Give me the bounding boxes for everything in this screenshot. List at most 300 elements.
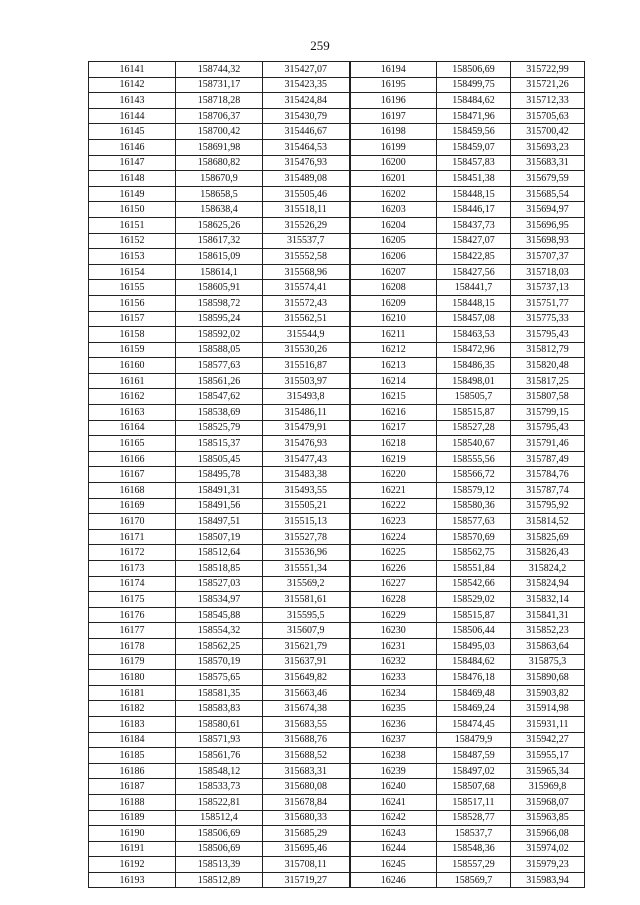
- x-coordinate-left: 158598,72: [176, 295, 263, 311]
- point-number-right: 16229: [350, 607, 437, 623]
- table-row: [89, 872, 585, 888]
- point-number-right: 16241: [350, 794, 437, 810]
- y-coordinate-right: 315966,08: [511, 826, 585, 842]
- x-coordinate-right: 158566,72: [437, 467, 511, 483]
- y-coordinate-left: 315568,96: [263, 264, 350, 280]
- point-number-left: 16148: [89, 171, 176, 187]
- x-coordinate-right: 158484,62: [437, 93, 511, 109]
- table-row: [89, 716, 585, 732]
- point-number-right: 16235: [350, 701, 437, 717]
- y-coordinate-right: 315969,8: [511, 779, 585, 795]
- y-coordinate-left: 315683,55: [263, 716, 350, 732]
- table-row: [89, 576, 585, 592]
- y-coordinate-left: 315708,11: [263, 857, 350, 873]
- table-row: [89, 389, 585, 405]
- y-coordinate-left: 315530,26: [263, 342, 350, 358]
- y-coordinate-right: 315718,03: [511, 264, 585, 280]
- point-number-right: 16222: [350, 498, 437, 514]
- y-coordinate-right: 315787,74: [511, 483, 585, 499]
- point-number-right: 16208: [350, 280, 437, 296]
- x-coordinate-right: 158537,7: [437, 826, 511, 842]
- y-coordinate-right: 315679,59: [511, 171, 585, 187]
- y-coordinate-left: 315477,43: [263, 451, 350, 467]
- y-coordinate-left: 315649,82: [263, 670, 350, 686]
- x-coordinate-right: 158507,68: [437, 779, 511, 795]
- table-row: [89, 249, 585, 265]
- table-row: [89, 810, 585, 826]
- y-coordinate-right: 315824,94: [511, 576, 585, 592]
- y-coordinate-right: 315914,98: [511, 701, 585, 717]
- point-number-left: 16180: [89, 670, 176, 686]
- y-coordinate-right: 315820,48: [511, 358, 585, 374]
- point-number-right: 16214: [350, 373, 437, 389]
- x-coordinate-left: 158638,4: [176, 202, 263, 218]
- y-coordinate-right: 315955,17: [511, 748, 585, 764]
- coordinates-table: [88, 61, 585, 888]
- x-coordinate-right: 158570,69: [437, 529, 511, 545]
- table-row: [89, 498, 585, 514]
- x-coordinate-right: 158463,53: [437, 327, 511, 343]
- x-coordinate-right: 158528,77: [437, 810, 511, 826]
- point-number-left: 16185: [89, 748, 176, 764]
- x-coordinate-right: 158487,59: [437, 748, 511, 764]
- point-number-left: 16141: [89, 62, 176, 78]
- table-row: [89, 654, 585, 670]
- y-coordinate-left: 315518,11: [263, 202, 350, 218]
- y-coordinate-right: 315707,37: [511, 249, 585, 265]
- table-row: [89, 108, 585, 124]
- point-number-left: 16176: [89, 607, 176, 623]
- table-row: [89, 483, 585, 499]
- table-row: [89, 171, 585, 187]
- point-number-right: 16202: [350, 186, 437, 202]
- y-coordinate-left: 315493,8: [263, 389, 350, 405]
- table-row: [89, 732, 585, 748]
- y-coordinate-right: 315979,23: [511, 857, 585, 873]
- point-number-right: 16209: [350, 295, 437, 311]
- x-coordinate-right: 158474,45: [437, 716, 511, 732]
- point-number-right: 16228: [350, 592, 437, 608]
- point-number-right: 16234: [350, 685, 437, 701]
- table-row: [89, 514, 585, 530]
- point-number-left: 16178: [89, 638, 176, 654]
- y-coordinate-left: 315516,87: [263, 358, 350, 374]
- x-coordinate-right: 158506,44: [437, 623, 511, 639]
- x-coordinate-right: 158548,36: [437, 841, 511, 857]
- point-number-right: 16212: [350, 342, 437, 358]
- point-number-left: 16170: [89, 514, 176, 530]
- point-number-left: 16161: [89, 373, 176, 389]
- table-row: [89, 529, 585, 545]
- x-coordinate-right: 158457,08: [437, 311, 511, 327]
- x-coordinate-left: 158718,28: [176, 93, 263, 109]
- point-number-right: 16206: [350, 249, 437, 265]
- point-number-right: 16205: [350, 233, 437, 249]
- y-coordinate-left: 315427,07: [263, 62, 350, 78]
- x-coordinate-left: 158497,51: [176, 514, 263, 530]
- point-number-left: 16182: [89, 701, 176, 717]
- x-coordinate-right: 158427,07: [437, 233, 511, 249]
- point-number-left: 16143: [89, 93, 176, 109]
- x-coordinate-right: 158529,02: [437, 592, 511, 608]
- x-coordinate-right: 158486,35: [437, 358, 511, 374]
- y-coordinate-left: 315476,93: [263, 155, 350, 171]
- x-coordinate-left: 158605,91: [176, 280, 263, 296]
- point-number-right: 16197: [350, 108, 437, 124]
- y-coordinate-right: 315814,52: [511, 514, 585, 530]
- point-number-right: 16207: [350, 264, 437, 280]
- y-coordinate-right: 315824,2: [511, 561, 585, 577]
- y-coordinate-right: 315698,93: [511, 233, 585, 249]
- table-row: [89, 779, 585, 795]
- y-coordinate-left: 315423,35: [263, 77, 350, 93]
- page-number: 259: [310, 38, 330, 53]
- x-coordinate-right: 158498,01: [437, 373, 511, 389]
- point-number-left: 16171: [89, 529, 176, 545]
- x-coordinate-left: 158547,62: [176, 389, 263, 405]
- x-coordinate-right: 158515,87: [437, 607, 511, 623]
- point-number-right: 16224: [350, 529, 437, 545]
- y-coordinate-right: 315795,43: [511, 420, 585, 436]
- y-coordinate-right: 315683,31: [511, 155, 585, 171]
- x-coordinate-left: 158561,26: [176, 373, 263, 389]
- y-coordinate-right: 315832,14: [511, 592, 585, 608]
- y-coordinate-right: 315787,49: [511, 451, 585, 467]
- x-coordinate-right: 158476,18: [437, 670, 511, 686]
- x-coordinate-right: 158469,48: [437, 685, 511, 701]
- point-number-left: 16156: [89, 295, 176, 311]
- point-number-right: 16227: [350, 576, 437, 592]
- x-coordinate-right: 158457,83: [437, 155, 511, 171]
- y-coordinate-right: 315737,13: [511, 280, 585, 296]
- y-coordinate-right: 315965,34: [511, 763, 585, 779]
- point-number-left: 16187: [89, 779, 176, 795]
- y-coordinate-right: 315931,11: [511, 716, 585, 732]
- point-number-right: 16238: [350, 748, 437, 764]
- y-coordinate-left: 315552,58: [263, 249, 350, 265]
- y-coordinate-right: 315775,33: [511, 311, 585, 327]
- x-coordinate-left: 158534,97: [176, 592, 263, 608]
- table-row: [89, 841, 585, 857]
- y-coordinate-right: 315795,92: [511, 498, 585, 514]
- x-coordinate-right: 158506,69: [437, 62, 511, 78]
- y-coordinate-left: 315493,55: [263, 483, 350, 499]
- x-coordinate-right: 158499,75: [437, 77, 511, 93]
- x-coordinate-right: 158471,96: [437, 108, 511, 124]
- x-coordinate-right: 158579,12: [437, 483, 511, 499]
- point-number-right: 16246: [350, 872, 437, 888]
- x-coordinate-left: 158506,69: [176, 826, 263, 842]
- table-row: [89, 794, 585, 810]
- x-coordinate-left: 158518,85: [176, 561, 263, 577]
- y-coordinate-right: 315942,27: [511, 732, 585, 748]
- point-number-left: 16142: [89, 77, 176, 93]
- y-coordinate-right: 315795,43: [511, 327, 585, 343]
- point-number-left: 16172: [89, 545, 176, 561]
- x-coordinate-left: 158691,98: [176, 139, 263, 155]
- x-coordinate-left: 158588,05: [176, 342, 263, 358]
- point-number-right: 16199: [350, 139, 437, 155]
- table-row: [89, 592, 585, 608]
- point-number-right: 16223: [350, 514, 437, 530]
- table-row: [89, 545, 585, 561]
- table-row: [89, 358, 585, 374]
- y-coordinate-left: 315489,08: [263, 171, 350, 187]
- point-number-right: 16237: [350, 732, 437, 748]
- point-number-left: 16166: [89, 451, 176, 467]
- x-coordinate-left: 158522,81: [176, 794, 263, 810]
- x-coordinate-right: 158448,15: [437, 186, 511, 202]
- x-coordinate-right: 158469,24: [437, 701, 511, 717]
- y-coordinate-right: 315751,77: [511, 295, 585, 311]
- x-coordinate-left: 158491,31: [176, 483, 263, 499]
- point-number-right: 16244: [350, 841, 437, 857]
- y-coordinate-left: 315680,08: [263, 779, 350, 795]
- point-number-left: 16191: [89, 841, 176, 857]
- y-coordinate-right: 315799,15: [511, 405, 585, 421]
- x-coordinate-left: 158538,69: [176, 405, 263, 421]
- y-coordinate-right: 315685,54: [511, 186, 585, 202]
- point-number-right: 16239: [350, 763, 437, 779]
- table-row: [89, 311, 585, 327]
- x-coordinate-left: 158512,64: [176, 545, 263, 561]
- y-coordinate-left: 315464,53: [263, 139, 350, 155]
- y-coordinate-left: 315680,33: [263, 810, 350, 826]
- table-row: [89, 342, 585, 358]
- x-coordinate-left: 158658,5: [176, 186, 263, 202]
- y-coordinate-left: 315688,76: [263, 732, 350, 748]
- point-number-left: 16181: [89, 685, 176, 701]
- y-coordinate-left: 315424,84: [263, 93, 350, 109]
- y-coordinate-left: 315446,67: [263, 124, 350, 140]
- point-number-right: 16217: [350, 420, 437, 436]
- y-coordinate-left: 315515,13: [263, 514, 350, 530]
- table-row: [89, 77, 585, 93]
- point-number-left: 16192: [89, 857, 176, 873]
- point-number-right: 16242: [350, 810, 437, 826]
- point-number-left: 16164: [89, 420, 176, 436]
- y-coordinate-right: 315875,3: [511, 654, 585, 670]
- point-number-right: 16200: [350, 155, 437, 171]
- y-coordinate-left: 315503,97: [263, 373, 350, 389]
- table-row: [89, 186, 585, 202]
- x-coordinate-left: 158525,79: [176, 420, 263, 436]
- y-coordinate-right: 315983,94: [511, 872, 585, 888]
- point-number-left: 16151: [89, 217, 176, 233]
- y-coordinate-right: 315700,42: [511, 124, 585, 140]
- point-number-right: 16243: [350, 826, 437, 842]
- y-coordinate-left: 315674,38: [263, 701, 350, 717]
- point-number-left: 16177: [89, 623, 176, 639]
- point-number-left: 16179: [89, 654, 176, 670]
- x-coordinate-right: 158527,28: [437, 420, 511, 436]
- point-number-left: 16165: [89, 436, 176, 452]
- x-coordinate-left: 158506,69: [176, 841, 263, 857]
- x-coordinate-left: 158577,63: [176, 358, 263, 374]
- y-coordinate-left: 315637,91: [263, 654, 350, 670]
- point-number-right: 16211: [350, 327, 437, 343]
- table-row: [89, 155, 585, 171]
- y-coordinate-left: 315581,61: [263, 592, 350, 608]
- y-coordinate-left: 315663,46: [263, 685, 350, 701]
- point-number-left: 16183: [89, 716, 176, 732]
- point-number-left: 16158: [89, 327, 176, 343]
- point-number-left: 16167: [89, 467, 176, 483]
- y-coordinate-left: 315505,21: [263, 498, 350, 514]
- x-coordinate-right: 158557,29: [437, 857, 511, 873]
- point-number-left: 16146: [89, 139, 176, 155]
- x-coordinate-right: 158580,36: [437, 498, 511, 514]
- point-number-right: 16236: [350, 716, 437, 732]
- y-coordinate-right: 315903,82: [511, 685, 585, 701]
- y-coordinate-right: 315825,69: [511, 529, 585, 545]
- y-coordinate-left: 315688,52: [263, 748, 350, 764]
- point-number-left: 16153: [89, 249, 176, 265]
- point-number-right: 16240: [350, 779, 437, 795]
- y-coordinate-right: 315705,63: [511, 108, 585, 124]
- point-number-left: 16149: [89, 186, 176, 202]
- x-coordinate-left: 158507,19: [176, 529, 263, 545]
- point-number-right: 16201: [350, 171, 437, 187]
- coordinates-table-body: [89, 62, 585, 888]
- y-coordinate-left: 315621,79: [263, 638, 350, 654]
- x-coordinate-left: 158731,17: [176, 77, 263, 93]
- table-row: [89, 467, 585, 483]
- table-row: [89, 124, 585, 140]
- x-coordinate-right: 158441,7: [437, 280, 511, 296]
- x-coordinate-right: 158577,63: [437, 514, 511, 530]
- table-row: [89, 405, 585, 421]
- y-coordinate-right: 315841,31: [511, 607, 585, 623]
- y-coordinate-left: 315430,79: [263, 108, 350, 124]
- table-row: [89, 826, 585, 842]
- table-row: [89, 327, 585, 343]
- point-number-left: 16145: [89, 124, 176, 140]
- table-row: [89, 264, 585, 280]
- x-coordinate-right: 158448,15: [437, 295, 511, 311]
- y-coordinate-right: 315812,79: [511, 342, 585, 358]
- x-coordinate-left: 158562,25: [176, 638, 263, 654]
- table-row: [89, 373, 585, 389]
- y-coordinate-right: 315694,97: [511, 202, 585, 218]
- table-row: [89, 561, 585, 577]
- y-coordinate-right: 315963,85: [511, 810, 585, 826]
- point-number-right: 16195: [350, 77, 437, 93]
- point-number-left: 16159: [89, 342, 176, 358]
- point-number-left: 16169: [89, 498, 176, 514]
- x-coordinate-left: 158561,76: [176, 748, 263, 764]
- x-coordinate-left: 158706,37: [176, 108, 263, 124]
- x-coordinate-left: 158670,9: [176, 171, 263, 187]
- x-coordinate-right: 158451,38: [437, 171, 511, 187]
- y-coordinate-right: 315696,95: [511, 217, 585, 233]
- table-row: [89, 139, 585, 155]
- x-coordinate-right: 158551,84: [437, 561, 511, 577]
- x-coordinate-left: 158700,42: [176, 124, 263, 140]
- point-number-right: 16232: [350, 654, 437, 670]
- y-coordinate-right: 315852,23: [511, 623, 585, 639]
- point-number-left: 16184: [89, 732, 176, 748]
- x-coordinate-left: 158513,39: [176, 857, 263, 873]
- x-coordinate-left: 158545,88: [176, 607, 263, 623]
- x-coordinate-left: 158495,78: [176, 467, 263, 483]
- point-number-right: 16216: [350, 405, 437, 421]
- x-coordinate-left: 158625,26: [176, 217, 263, 233]
- point-number-right: 16203: [350, 202, 437, 218]
- y-coordinate-left: 315695,46: [263, 841, 350, 857]
- point-number-left: 16188: [89, 794, 176, 810]
- point-number-left: 16155: [89, 280, 176, 296]
- y-coordinate-left: 315544,9: [263, 327, 350, 343]
- x-coordinate-left: 158548,12: [176, 763, 263, 779]
- table-row: [89, 93, 585, 109]
- table-row: [89, 280, 585, 296]
- y-coordinate-right: 315712,33: [511, 93, 585, 109]
- x-coordinate-right: 158569,7: [437, 872, 511, 888]
- x-coordinate-left: 158744,32: [176, 62, 263, 78]
- x-coordinate-left: 158491,56: [176, 498, 263, 514]
- y-coordinate-left: 315562,51: [263, 311, 350, 327]
- x-coordinate-right: 158555,56: [437, 451, 511, 467]
- y-coordinate-left: 315683,31: [263, 763, 350, 779]
- table-row: [89, 420, 585, 436]
- y-coordinate-right: 315791,46: [511, 436, 585, 452]
- x-coordinate-right: 158459,07: [437, 139, 511, 155]
- point-number-right: 16225: [350, 545, 437, 561]
- y-coordinate-left: 315678,84: [263, 794, 350, 810]
- point-number-right: 16215: [350, 389, 437, 405]
- point-number-left: 16186: [89, 763, 176, 779]
- x-coordinate-right: 158495,03: [437, 638, 511, 654]
- point-number-left: 16173: [89, 561, 176, 577]
- table-row: [89, 436, 585, 452]
- y-coordinate-left: 315595,5: [263, 607, 350, 623]
- point-number-left: 16163: [89, 405, 176, 421]
- y-coordinate-right: 315693,23: [511, 139, 585, 155]
- x-coordinate-left: 158527,03: [176, 576, 263, 592]
- point-number-left: 16154: [89, 264, 176, 280]
- point-number-right: 16218: [350, 436, 437, 452]
- x-coordinate-left: 158512,89: [176, 872, 263, 888]
- x-coordinate-left: 158581,35: [176, 685, 263, 701]
- y-coordinate-left: 315551,34: [263, 561, 350, 577]
- x-coordinate-right: 158517,11: [437, 794, 511, 810]
- y-coordinate-right: 315784,76: [511, 467, 585, 483]
- point-number-left: 16190: [89, 826, 176, 842]
- table-row: [89, 623, 585, 639]
- table-row: [89, 670, 585, 686]
- x-coordinate-right: 158542,66: [437, 576, 511, 592]
- x-coordinate-right: 158437,73: [437, 217, 511, 233]
- y-coordinate-left: 315536,96: [263, 545, 350, 561]
- y-coordinate-left: 315527,78: [263, 529, 350, 545]
- y-coordinate-right: 315721,26: [511, 77, 585, 93]
- point-number-right: 16194: [350, 62, 437, 78]
- table-row: [89, 233, 585, 249]
- point-number-right: 16204: [350, 217, 437, 233]
- y-coordinate-left: 315486,11: [263, 405, 350, 421]
- point-number-right: 16219: [350, 451, 437, 467]
- point-number-left: 16147: [89, 155, 176, 171]
- y-coordinate-left: 315719,27: [263, 872, 350, 888]
- y-coordinate-left: 315607,9: [263, 623, 350, 639]
- y-coordinate-right: 315968,07: [511, 794, 585, 810]
- x-coordinate-left: 158515,37: [176, 436, 263, 452]
- x-coordinate-right: 158459,56: [437, 124, 511, 140]
- point-number-left: 16189: [89, 810, 176, 826]
- x-coordinate-left: 158533,73: [176, 779, 263, 795]
- x-coordinate-left: 158554,32: [176, 623, 263, 639]
